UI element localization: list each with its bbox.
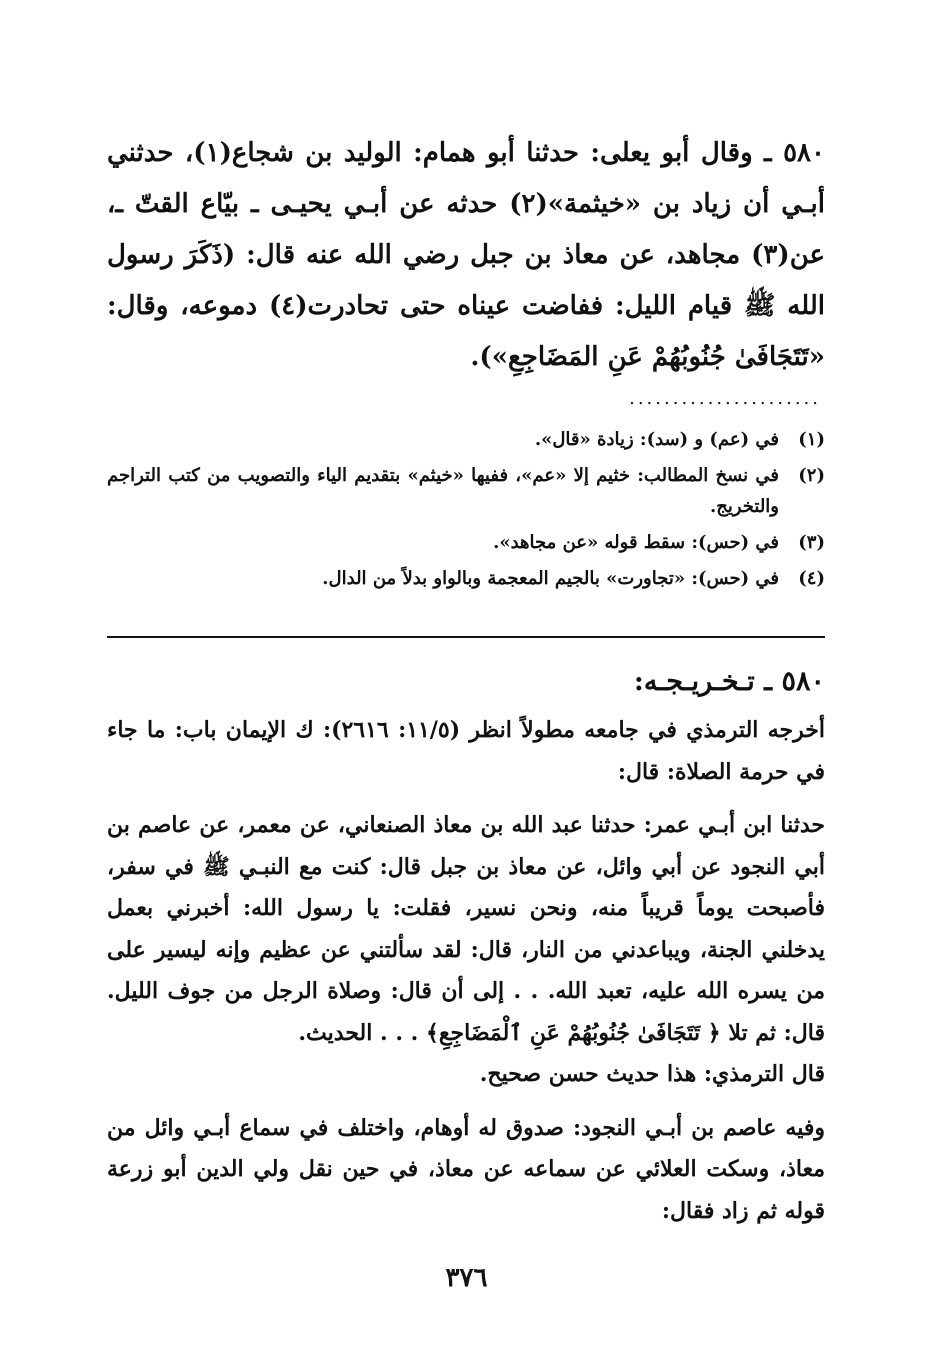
takhrij-section	[107, 710, 825, 1232]
footnotes-section	[107, 424, 825, 599]
footnote-number: (٤)	[798, 568, 825, 589]
footnote-number: (٣)	[798, 532, 825, 553]
footnote-text: في (حس): سقط قوله «عن مجاهد».	[493, 532, 779, 553]
section-divider-line	[107, 636, 825, 638]
footnote-text: في (عم) و (سد): زيادة «قال».	[534, 429, 779, 450]
page-number: ٣٧٦	[445, 1263, 488, 1293]
takhrij-paragraph-3: قال الترمذي: هذا حديث حسن صحيح.	[479, 1061, 825, 1087]
takhrij-paragraph-4: وفيه عاصم بن أبـي النجود: صدوق له أوهام، واختلف في سماع أبـي وائل من معاذ، وسكت العلائي عن سماعه عن معاذ، في حين نقل ولي الدين أبو زرعة قوله ثم زاد فقال:	[107, 1114, 825, 1224]
footnote-text: في (حس): «تجاورت» بالجيم المعجمة وبالواو بدلاً من الدال.	[322, 568, 779, 589]
footnote-2	[107, 460, 825, 522]
takhrij-heading: ٥٨٠ ـ تـخـريـجـه:	[633, 666, 825, 697]
hadith-paragraph: ٥٨٠ ـ وقال أبو يعلى: حدثنا أبو همام: الوليد بن شجاع(١)، حدثني أبـي أن زياد بن «خيثمة»(٢) حدثه عن أبـي يحيـى ـ بيّاع القتّ ـ، عن(٣) مجاهد، عن معاذ بن جبل رضي الله عنه قال: (ذَكَرَ رسول الله ﷺ قيام الليل: ففاضت عيناه حتى تحادرت(٤) دموعه، وقال: «تَتَجَافَىٰ جُنُوبُهُمْ عَنِ المَضَاجِعِ»).	[107, 138, 825, 372]
footnote-number: (١)	[798, 429, 825, 450]
footnote-separator-dots: ......................	[629, 388, 821, 409]
takhrij-paragraph-1: أخرجه الترمذي في جامعه مطولاً انظر (١١/٥: ٢٦١٦): ك الإيمان باب: ما جاء في حرمة الصلاة: قال:	[107, 717, 825, 785]
footnote-number: (٢)	[798, 465, 825, 486]
footnote-3	[107, 527, 825, 558]
footnote-text: في نسخ المطالب: خثيم إلا «عم»، ففيها «خيثم» بتقديم الياء والتصويب من كتب التراجم والتخريج.	[107, 465, 779, 517]
footnote-1	[107, 424, 825, 455]
footnote-4	[107, 563, 825, 594]
takhrij-paragraph-2: حدثنا ابن أبـي عمر: حدثنا عبد الله بن معاذ الصنعاني، عن معمر، عن عاصم بن أبي النجود عن أبي وائل، عن معاذ بن جبل قال: كنت مع النبـي ﷺ في سفر، فأصبحت يوماً قريباً منه، ونحن نسير، فقلت: يا رسول الله: أخبرني بعمل يدخلني الجنة، ويباعدني من النار، قال: لقد سألتني عن عظيم وإنه ليسير على من يسره الله عليه، تعبد الله. . . إلى أن قال: وصلاة الرجل من جوف الليل. قال: ثم تلا ﴿ تَتَجَافَىٰ جُنُوبُهُمْ عَنِ ٱلْمَضَاجِعِ﴾ . . . الحديث.	[107, 812, 825, 1046]
main-hadith-text	[107, 128, 825, 383]
